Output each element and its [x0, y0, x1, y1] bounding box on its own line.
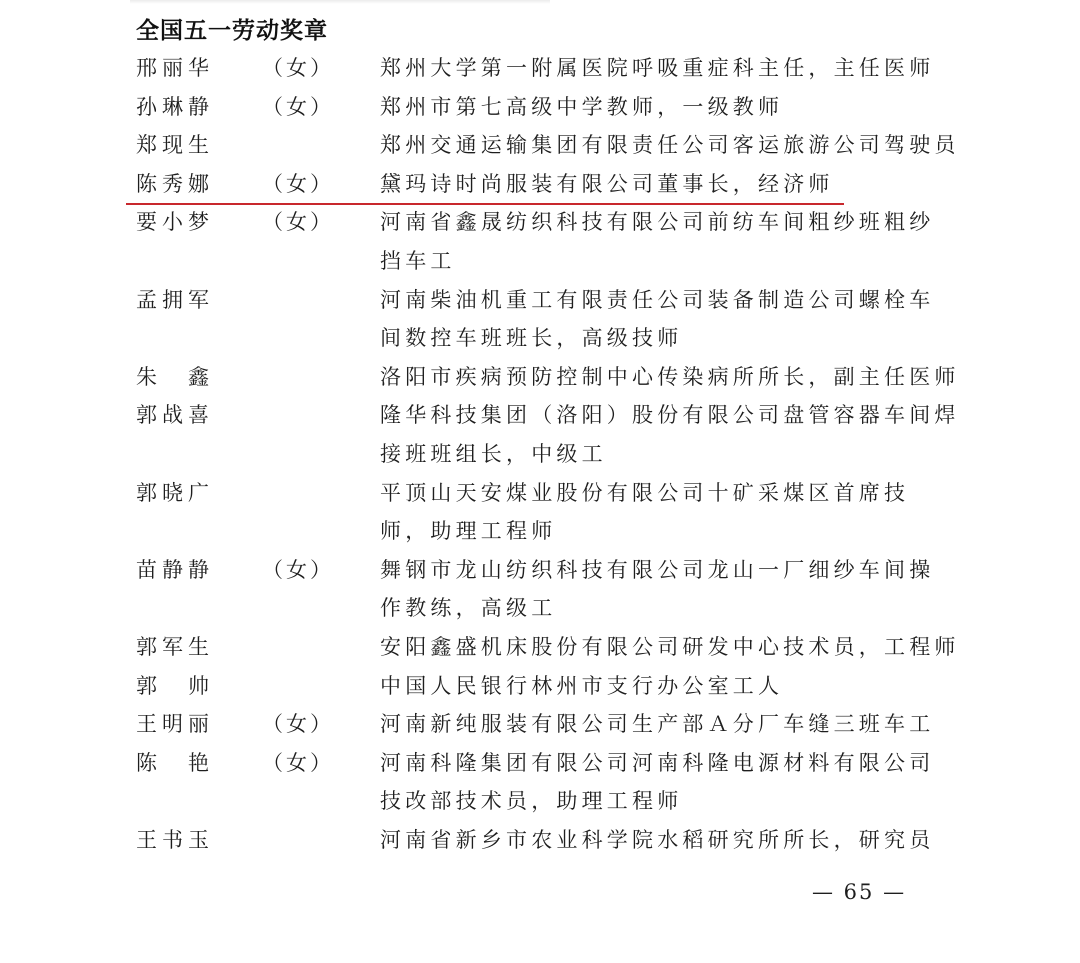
red-underline: [126, 203, 844, 205]
awardee-description: 河南柴油机重工有限责任公司装备制造公司螺栓车: [380, 287, 935, 312]
awardee-description: 河南新纯服装有限公司生产部Ａ分厂车缝三班车工: [380, 712, 935, 737]
awardee-name: 邢丽华: [136, 56, 214, 80]
awardee-description: 技改部技术员，助理工程师: [380, 789, 683, 814]
awardee-gender: （女）: [262, 56, 334, 80]
awardee-description: 挡车工: [380, 249, 456, 273]
awardee-description: 接班班组长，中级工: [380, 442, 607, 466]
awardee-name: 王明丽: [136, 712, 214, 737]
awardee-gender: （女）: [262, 171, 334, 196]
awardee-name: 要小梦: [136, 210, 214, 235]
awardee-name: 郭 帅: [136, 673, 214, 698]
awardee-gender: （女）: [262, 712, 334, 737]
awardee-name: 陈秀娜: [136, 171, 214, 196]
awardee-name: 郭晓广: [136, 480, 214, 505]
awardee-description: 间数控车班班长，高级技师: [380, 326, 683, 351]
awardee-name: 朱 鑫: [136, 364, 214, 389]
awardee-description: 平顶山天安煤业股份有限公司十矿采煤区首席技: [380, 480, 910, 505]
awardee-description: 郑州交通运输集团有限责任公司客运旅游公司驾驶员: [380, 133, 960, 158]
awardee-name: 郭军生: [136, 635, 214, 659]
awardee-description: 河南省鑫晟纺织科技有限公司前纺车间粗纱班粗纱: [380, 210, 935, 235]
awardee-description: 舞钢市龙山纺织科技有限公司龙山一厂细纱车间操: [380, 557, 935, 582]
awardee-name: 孙琳静: [136, 94, 214, 119]
awardee-name: 王书玉: [136, 828, 214, 852]
awardee-name: 苗静静: [136, 557, 214, 582]
awardee-description: 洛阳市疾病预防控制中心传染病所所长，副主任医师: [380, 364, 960, 389]
awardee-name: 陈 艳: [136, 750, 214, 775]
clipped-previous-line: [130, 0, 550, 4]
awardee-description: 河南科隆集团有限公司河南科隆电源材料有限公司: [380, 750, 935, 775]
awardee-description: 师，助理工程师: [380, 519, 557, 544]
awardee-name: 郭战喜: [136, 403, 214, 428]
awardee-gender: （女）: [262, 557, 334, 582]
awardee-description: 中国人民银行林州市支行办公室工人: [380, 673, 784, 698]
awardee-description: 作教练，高级工: [380, 596, 557, 621]
page-number: — 65 —: [812, 880, 907, 904]
awardee-description: 河南省新乡市农业科学院水稻研究所所长，研究员: [380, 828, 935, 852]
awardee-description: 安阳鑫盛机床股份有限公司研发中心技术员，工程师: [380, 635, 960, 659]
awardee-description: 黛玛诗时尚服装有限公司董事长，经济师: [380, 171, 834, 196]
awardee-name: 孟拥军: [136, 287, 214, 312]
awardee-description: 郑州大学第一附属医院呼吸重症科主任，主任医师: [380, 56, 935, 80]
awardee-description: 郑州市第七高级中学教师，一级教师: [380, 94, 784, 119]
awardee-gender: （女）: [262, 94, 334, 119]
awardee-gender: （女）: [262, 750, 334, 775]
awardee-description: 隆华科技集团（洛阳）股份有限公司盘管容器车间焊: [380, 403, 960, 428]
awardee-name: 郑现生: [136, 133, 214, 158]
awardee-gender: （女）: [262, 210, 334, 235]
section-heading: 全国五一劳动奖章: [136, 18, 328, 44]
